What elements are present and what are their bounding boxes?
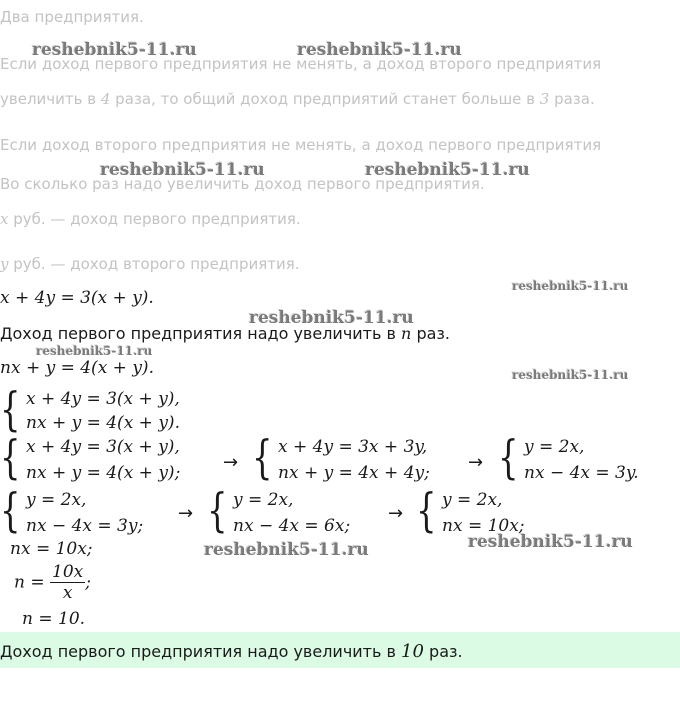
watermark-3: reshebnik5-11.ru — [100, 160, 265, 180]
system-5-line-a: y = 2x, — [26, 490, 87, 510]
brace-2: { — [0, 430, 21, 484]
faded-line-7-text: руб. — доход второго предприятия. — [13, 255, 300, 273]
brace-3: { — [252, 430, 273, 484]
watermark-8: reshebnik5-11.ru — [512, 368, 629, 382]
system-7-line-b: nx = 10x; — [442, 516, 525, 536]
faded-line-1: Два предприятия. — [0, 8, 144, 26]
brace-4: { — [498, 430, 519, 484]
answer-bar — [0, 632, 680, 668]
watermark-4: reshebnik5-11.ru — [365, 160, 530, 180]
watermark-7: reshebnik5-11.ru — [36, 344, 153, 358]
brace-1: { — [0, 382, 21, 436]
faded-line-2: Если доход первого предприятия не менять, а доход второго предприятия — [0, 55, 602, 73]
brace-5: { — [0, 483, 21, 537]
arrow-3: → — [178, 503, 194, 524]
system-4-line-b: nx − 4x = 3y. — [524, 463, 639, 483]
watermark-2: reshebnik5-11.ru — [297, 40, 462, 60]
system-1-line-a: x + 4y = 3(x + y), — [26, 389, 180, 409]
step-fraction: n = $\frac{10x}{x}$ ; — [14, 562, 91, 603]
system-2-line-b: nx + y = 4(x + y); — [26, 463, 181, 483]
step-n-final: n = 10. — [22, 609, 86, 629]
system-7-line-a: y = 2x, — [442, 490, 503, 510]
faded-line-7 — [0, 255, 300, 273]
var-x: x — [0, 210, 9, 228]
step-nx: nx = 10x; — [10, 539, 93, 559]
watermark-9: reshebnik5-11.ru — [204, 540, 369, 560]
arrow-1: → — [223, 452, 239, 473]
faded-line-6 — [0, 210, 301, 228]
equation-1: x + 4y = 3(x + y). — [0, 288, 154, 308]
arrow-2: → — [468, 452, 484, 473]
watermark-5: reshebnik5-11.ru — [512, 279, 629, 293]
faded-line-4: Если доход второго предприятия не менять, а доход первого предприятия — [0, 136, 602, 154]
brace-6: { — [207, 483, 228, 537]
system-5-line-b: nx − 4x = 3y; — [26, 516, 144, 536]
system-6-line-b: nx − 4x = 6x; — [233, 516, 351, 536]
watermark-1: reshebnik5-11.ru — [32, 40, 197, 60]
system-3-line-b: nx + y = 4x + 4y; — [278, 463, 430, 483]
system-6-line-a: y = 2x, — [233, 490, 294, 510]
system-4-line-a: y = 2x, — [524, 437, 585, 457]
answer-text: Доход первого предприятия надо увеличить в 10 раз. — [0, 641, 463, 662]
faded-line-3 — [0, 90, 595, 108]
equation-2: nx + y = 4(x + y). — [0, 358, 154, 378]
watermark-6: reshebnik5-11.ru — [249, 308, 414, 328]
fraction: $\frac{10x}{x}$ — [52, 562, 84, 603]
system-3-line-a: x + 4y = 3x + 3y, — [278, 437, 428, 457]
faded-line-5: Во сколько раз надо увеличить доход первого предприятия. — [0, 175, 485, 193]
arrow-4: → — [388, 503, 404, 524]
system-2-line-a: x + 4y = 3(x + y), — [26, 437, 180, 457]
increase-statement: Доход первого предприятия надо увеличить в n раз. — [0, 324, 450, 343]
faded-line-3-text: увеличить в 4 раза, то общий доход предприятий станет больше в 3 раза. — [0, 90, 595, 108]
watermark-10: reshebnik5-11.ru — [468, 532, 633, 552]
brace-7: { — [416, 483, 437, 537]
var-y: y — [0, 255, 9, 273]
faded-line-6-text: руб. — доход первого предприятия. — [13, 210, 301, 228]
system-1-line-b: nx + y = 4(x + y). — [26, 413, 180, 433]
